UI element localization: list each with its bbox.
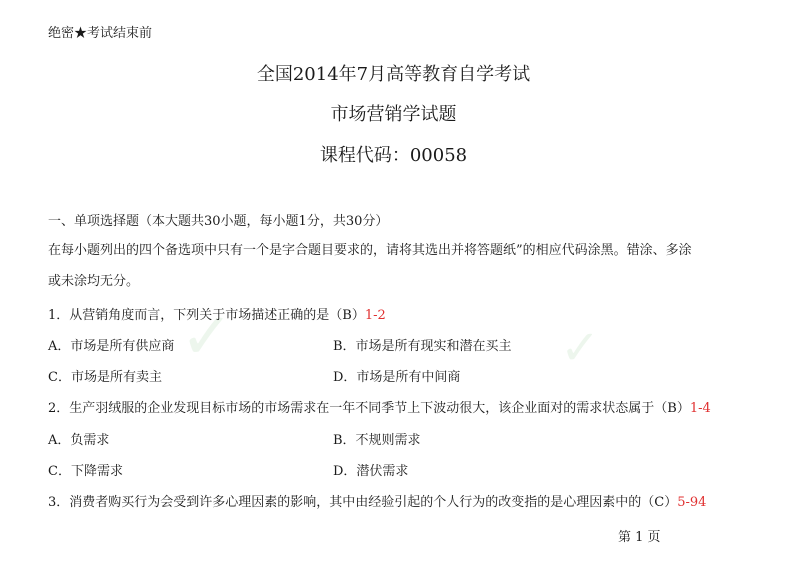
answer-reference: 1-4	[689, 401, 711, 416]
question-2	[48, 397, 711, 416]
answer-reference: 1-2	[364, 308, 386, 323]
option-d: D．市场是所有中间商	[333, 370, 461, 385]
exam-title: 全国2014年7月高等教育自学考试	[256, 64, 531, 85]
option-b: B．不规则需求	[333, 433, 421, 448]
course-code: 课程代码：00058	[319, 145, 468, 166]
watermark-logo: ✓	[180, 300, 234, 374]
option-c: C．市场是所有卖主	[48, 370, 162, 385]
answer-reference: 5-94	[677, 495, 707, 510]
question-1	[48, 304, 386, 323]
section-title: 一、单项选择题（本大题共30小题，每小题1分，共30分）	[48, 214, 389, 229]
question-text: 3．消费者购买行为会受到许多心理因素的影响，其中由经验引起的个人行为的改变指的是心理因素中的（C）	[48, 495, 678, 510]
question-3	[48, 491, 706, 510]
question-text: 2．生产羽绒服的企业发现目标市场的市场需求在一年不同季节上下波动很大，该企业面对的需求状态属于（B）	[48, 401, 690, 416]
subject-title: 市场营销学试题	[330, 104, 457, 125]
question-text: 1．从营销角度而言，下列关于市场描述正确的是（B）	[48, 308, 365, 323]
option-c: C．下降需求	[48, 464, 123, 479]
option-b: B．市场是所有现实和潜在买主	[333, 339, 512, 354]
option-a: A．负需求	[48, 433, 110, 448]
section-instructions: 在每小题列出的四个备选项中只有一个是字合题目要求的，请将其选出并将答题纸”的相应代码涂黑。错涂、多涂	[48, 243, 692, 258]
section-instructions-cont: 或未涂均无分。	[48, 274, 140, 289]
confidential-label: 绝密★考试结束前	[48, 26, 153, 41]
option-a: A．市场是所有供应商	[48, 339, 175, 354]
option-d: D．潜伏需求	[333, 464, 409, 479]
watermark-logo: ✓	[560, 320, 601, 376]
page-number: 第 1 页	[618, 530, 661, 545]
